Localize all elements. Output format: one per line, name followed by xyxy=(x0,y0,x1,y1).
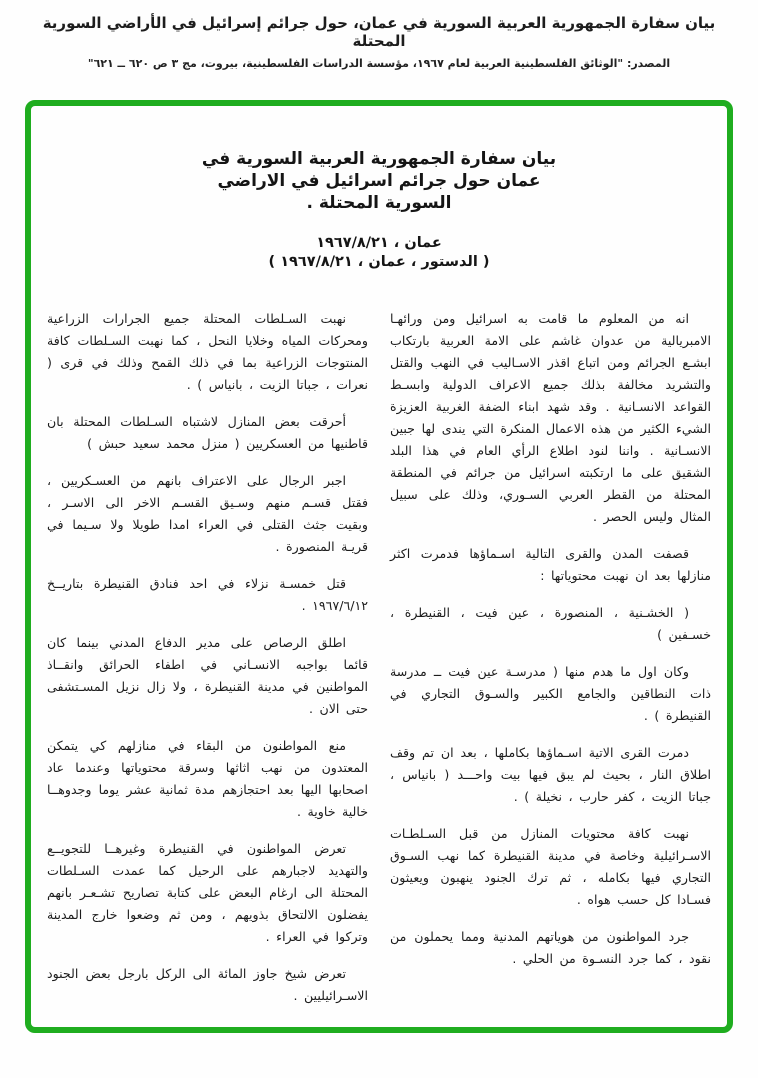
paragraph-town-names: ( الخشـنية ، المنصورة ، عين فيت ، القنيطرة ، خسـفين ) xyxy=(390,605,711,642)
statement-body xyxy=(31,308,727,1022)
header-source-citation: المصدر: "الوثائق الفلسطينية العربية لعام ١٩٦٧، مؤسسة الدراسات الفلسطينية، بيروت، مج ٣ ص ٦٢٠ ــ ٦٢١" xyxy=(87,57,671,70)
paragraph-intro: انه من المعلوم ما قامت به اسرائيل ومن ورائهـا الامبريالية من عدوان غاشم على الامة العربية بارتكاب ابشـع الجرائم ومن اتباع اقذر الاسـاليب في النهب والقتل والتشريد مخالفة بذلك جميع الاعراف الدولية وابسـط القواعد الانسـانية . وقد شهد ابناء الضفة الغربية العزيزة الشيء الكثير من هذه الاعمال المنكرة التي يندى لها جبين الانسـانية . واننا لنود اطلاع الرأي العام في هذا البلد الشقيق على ما ارتكبته اسرائيل من جرائم في المنطقة المحتلة من القطر العربي السـوري، وذلك على سبيل المثال وليس الحصر . xyxy=(390,311,711,524)
paragraph-civil-defense-director: اطلق الرصاص على مدير الدفاع المدني بينما كان قائما بواجبه الانسـاني في اطفاء الحرائق وانقــاذ المواطنين في مدينة القنيطرة ، ولا زال نزيل المسـتشفى حتى الان . xyxy=(47,635,368,716)
paragraph-hotel-killings: قتل خمسـة نزلاء في احد فنادق القنيطرة بتاريــخ ١٩٦٧/٦/١٢ . xyxy=(47,576,368,613)
paragraph-looted-houses: نهبت كافة محتويات المنازل من قبل السـلطـات الاسـرائيلية وخاصة في مدينة القنيطرة كما نهب السـوق التجاري فيها بكامله ، ثم ترك الجنود ينهبون ويعيثون فسـادا كل حسب هواه . xyxy=(390,826,711,907)
header-title: بيان سفارة الجمهورية العربية السورية في عمان، حول جرائم إسرائيل في الأراضي السورية المحتلة xyxy=(42,14,716,50)
statement-frame xyxy=(25,100,733,1033)
paragraph-forced-confessions: اجبر الرجال على الاعتراف بانهم من العسـكريين ، فقتل قسـم منهم وسـيق القسـم الاخر الى الاسـر ، وبقيت جثث القتلى في العراء امدا طويلا ولا سـيما في قريـة المنصورة . xyxy=(47,473,368,554)
paragraph-barred-residents: منع المواطنون من البقاء في منازلهم كي يتمكن المعتدون من نهب اثاثها وسرقة محتوياتها وعندما عاد اصحابها اليها بعد احتجازهم مدة ثمانية عشر يوما وجدوهــا خالية خاوية . xyxy=(47,738,368,819)
paragraph-destroyed-villages: دمرت القرى الاتية اسـماؤها بكاملها ، بعد ان تم وقف اطلاق النار ، بحيث لم يبق فيها بيت واحـــد ( بانياس ، جباتا الزيت ، كفر حارب ، نخيلة ) . xyxy=(390,745,711,804)
paragraph-starvation-threats: تعرض المواطنون في القنيطرة وغيرهــا للتجويــع والتهديد لاجبارهم على الرحيل كما عمدت السـلطات المحتلة الى ارغام البعض على كتابة تصاريح تشـعـر بانهم يفضلون الالتحاق بذويهم ، ومن ثم وضعوا خارج المدينة وتركوا في العراء . xyxy=(47,841,368,944)
statement-title xyxy=(31,148,727,214)
body-column-right xyxy=(390,308,711,1022)
statement-title-line-3: السورية المحتلة . xyxy=(306,193,452,213)
date-city-line: عمان ، ١٩٦٧/٨/٢١ xyxy=(316,235,442,251)
paragraph-burned-houses: أحرقت بعض المنازل لاشتباه السـلطات المحتلة بان قاطنيها من العسكريين ( منزل محمد سعيد حبش ) xyxy=(47,414,368,451)
statement-dateline xyxy=(31,234,727,272)
paragraph-demolished-buildings: وكان اول ما هدم منها ( مدرسـة عين فيت ــ مدرسة ذات النطاقين والجامع الكبير والسـوق التجاري في القنيطرة ) . xyxy=(390,664,711,723)
paragraph-shelled-towns: قصفت المدن والقرى التالية اسـماؤها فدمرت اكثر منازلها بعد ان نهبت محتوياتها : xyxy=(390,546,711,583)
statement-title-line-1: بيان سفارة الجمهورية العربية السورية في xyxy=(201,149,557,169)
statement-title-line-2: عمان حول جرائم اسرائيل في الاراضي xyxy=(217,171,541,191)
date-source-line: ( الدستور ، عمان ، ١٩٦٧/٨/٢١ ) xyxy=(268,254,490,270)
body-column-left xyxy=(47,308,368,1022)
paragraph-looted-farms: نهبت السـلطات المحتلة جميع الجرارات الزراعية ومحركات المياه وخلايا النحل ، كما نهبت السـلطات كافة المنتوجات الزراعية بما في ذلك القمح وذلك في قرى ( نعرات ، جباتا الزيت ، بانياس ) . xyxy=(47,311,368,392)
document-header xyxy=(0,14,758,70)
paragraph-elderly-man: تعرض شيخ جاوز المائة الى الركل بارجل بعض الجنود الاسـرائيليين . xyxy=(47,966,368,1003)
paragraph-stripped-citizens: جرد المواطنون من هوياتهم المدنية ومما يحملون من نقود ، كما جرد النسـوة من الحلي . xyxy=(390,929,711,966)
